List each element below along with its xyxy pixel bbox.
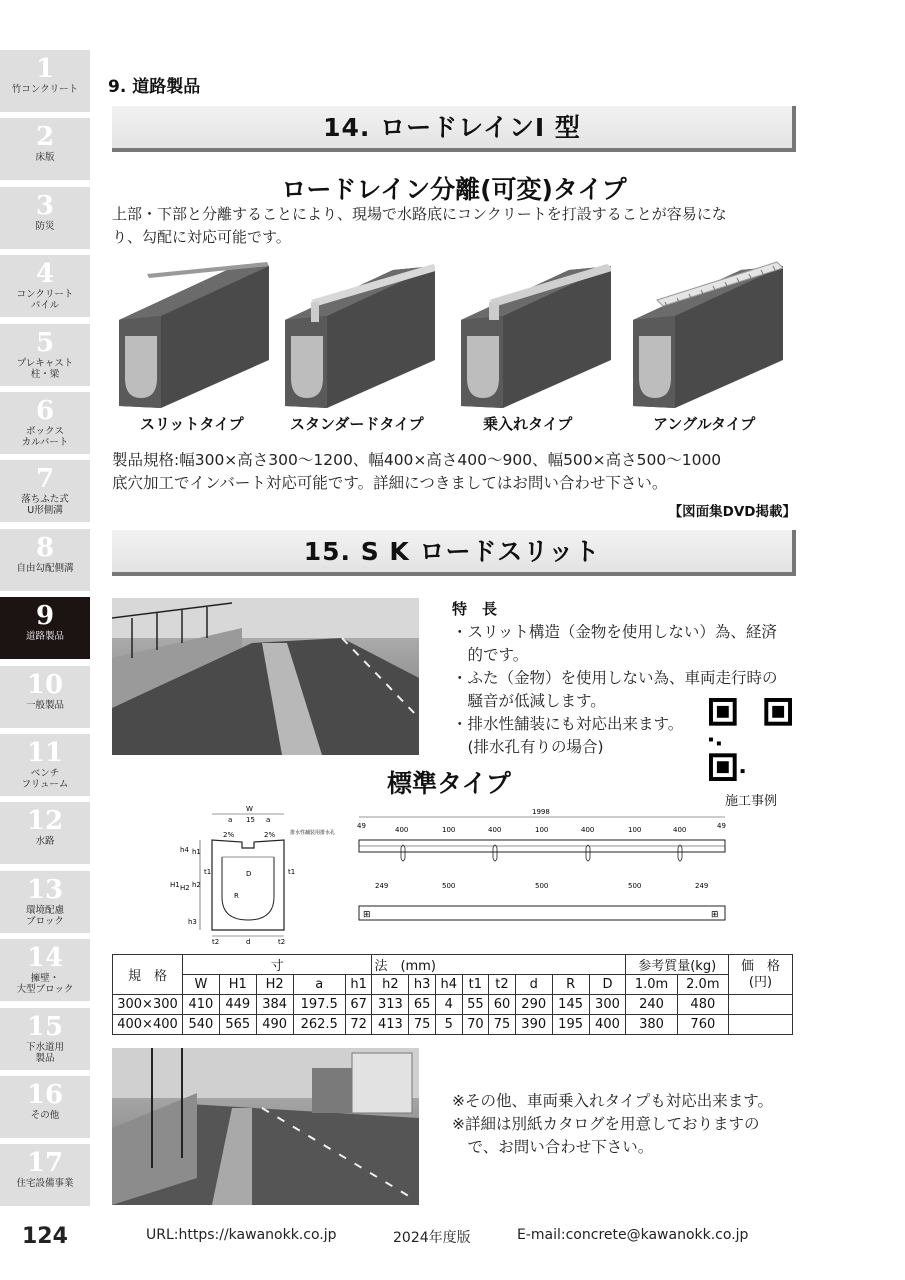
intro-line-1: 上部・下部と分離することにより、現場で水路底にコンクリートを打設することが容易にな xyxy=(112,205,727,223)
dim-t2-right: t2 xyxy=(278,938,286,946)
table-cell: 760 xyxy=(677,1015,728,1035)
dim-h1: h1 xyxy=(192,848,201,856)
standard-type-title: 標準タイプ xyxy=(387,769,511,798)
dim-h3: h3 xyxy=(188,918,197,926)
len-100-1: 100 xyxy=(442,826,456,834)
table-cell: 390 xyxy=(515,1015,552,1035)
price-cell xyxy=(729,1015,793,1035)
chapter-tab-number: 15 xyxy=(26,1011,64,1042)
table-cell: 480 xyxy=(677,995,728,1015)
product-label-4: アングルタイプ xyxy=(653,415,756,433)
dim-d: d xyxy=(246,938,251,946)
col-header: D xyxy=(589,975,626,995)
road-photo-1 xyxy=(112,598,419,755)
side-elevation-drawing xyxy=(355,806,730,928)
table-cell: 565 xyxy=(219,1015,256,1035)
len-100-3: 100 xyxy=(628,826,642,834)
row-spec-name: 300×300 xyxy=(113,995,183,1015)
chapter-tab-number: 11 xyxy=(26,738,64,768)
table-cell: 60 xyxy=(489,995,516,1015)
chapter-tab-15[interactable] xyxy=(0,1008,90,1070)
feature-line: ・排水性舗装にも対応出来ます。 xyxy=(452,715,684,733)
chapter-tab-label: 一般製品 xyxy=(25,699,64,711)
th-mass: 参考質量(kg) xyxy=(626,955,729,975)
dim-a-right: a xyxy=(266,816,271,824)
chapter-tab-label: ベンチ フリューム xyxy=(21,768,69,790)
banner-roadrain: 14. ロードレインⅠ 型 xyxy=(112,106,796,152)
table-cell: 540 xyxy=(183,1015,220,1035)
chapter-tab-label: コンクリート パイル xyxy=(16,289,74,312)
feature-line: (排水孔有りの場合) xyxy=(452,738,604,756)
chapter-tab-number: 10 xyxy=(26,669,64,700)
chapter-tab-number: 17 xyxy=(26,1148,64,1179)
dim-R: R xyxy=(234,892,239,900)
col-header: R xyxy=(552,975,589,995)
dim-a-left: a xyxy=(228,816,233,824)
chapter-tab-label: 環境配慮 ブロック xyxy=(25,904,64,927)
table-cell: 490 xyxy=(256,1015,293,1035)
chapter-tab-number: 4 xyxy=(35,259,55,290)
table-row xyxy=(113,1015,793,1035)
intro-line-2: り、勾配に対応可能です。 xyxy=(112,228,291,246)
spec-table xyxy=(112,954,793,1035)
len-249-right: 249 xyxy=(695,882,709,890)
dim-D: D xyxy=(246,870,252,878)
dim-h4: h4 xyxy=(180,846,189,854)
slope-left: 2% xyxy=(223,831,235,839)
product-image-2 xyxy=(283,260,435,414)
len-100-2: 100 xyxy=(535,826,549,834)
len-49-left: 49 xyxy=(357,822,366,830)
product-label-2: スタンダードタイプ xyxy=(290,415,424,433)
product-label-1: スリットタイプ xyxy=(140,415,244,433)
chapter-tab-label: 落ちふた式 U形側溝 xyxy=(21,494,69,517)
chapter-tab-3[interactable] xyxy=(0,187,90,249)
chapter-tab-number: 16 xyxy=(26,1080,64,1110)
chapter-tab-8[interactable] xyxy=(0,529,90,591)
chapter-tab-label: 床版 xyxy=(35,152,55,164)
table-cell: 4 xyxy=(435,995,462,1015)
chapter-tab-14[interactable] xyxy=(0,939,90,1001)
chapter-tab-number: 1 xyxy=(35,54,55,84)
col-header: t2 xyxy=(489,975,516,995)
chapter-tab-number: 9 xyxy=(35,601,55,632)
th-kikaku: 規 格 xyxy=(113,955,183,995)
len-500-2: 500 xyxy=(535,882,549,890)
chapter-tab-11[interactable] xyxy=(0,734,90,796)
table-cell: 262.5 xyxy=(293,1015,345,1035)
footer-url[interactable]: URL:https://kawanokk.co.jp xyxy=(146,1227,337,1243)
table-cell: 67 xyxy=(345,995,372,1015)
cross-section-drawing xyxy=(170,802,350,946)
chapter-tab-16[interactable] xyxy=(0,1076,90,1138)
col-header: W xyxy=(183,975,220,995)
note-line: で、お問い合わせ下さい。 xyxy=(452,1138,654,1156)
chapter-tab-label: 下水道用 製品 xyxy=(25,1041,64,1064)
notes xyxy=(452,1090,797,1159)
section-heading: 9. 道路製品 xyxy=(108,77,201,97)
len-249-left: 249 xyxy=(375,882,389,890)
footer-email[interactable]: E-mail:concrete@kawanokk.co.jp xyxy=(517,1227,749,1243)
table-cell: 145 xyxy=(552,995,589,1015)
product-image-1 xyxy=(117,260,269,414)
qr-caption: 施工事例 xyxy=(724,794,777,809)
chapter-tab-12[interactable] xyxy=(0,802,90,864)
banner-sk-roadslit: 15. S K ロードスリット xyxy=(112,530,796,576)
chapter-tab-5[interactable] xyxy=(0,324,90,386)
dim-t2-left: t2 xyxy=(212,938,220,946)
table-row xyxy=(113,995,793,1015)
features-title: 特 長 xyxy=(452,600,498,618)
feature-line: ・スリット構造（金物を使用しない）為、経済 xyxy=(452,623,777,641)
table-cell: 75 xyxy=(489,1015,516,1035)
table-cell: 380 xyxy=(626,1015,677,1035)
chapter-tab-number: 2 xyxy=(35,122,55,153)
len-total: 1998 xyxy=(532,808,550,816)
chapter-tab-number: 5 xyxy=(35,327,55,358)
note-line: ※詳細は別紙カタログを用意しておりますの xyxy=(452,1115,760,1133)
col-header: t1 xyxy=(462,975,489,995)
feature-line: 騒音が低減します。 xyxy=(452,692,606,710)
footer-edition: 2024年度版 xyxy=(393,1230,471,1246)
len-400-4: 400 xyxy=(673,826,687,834)
col-header: d xyxy=(515,975,552,995)
chapter-tab-number: 8 xyxy=(35,532,55,563)
table-cell: 240 xyxy=(626,995,677,1015)
table-cell: 65 xyxy=(409,995,436,1015)
chapter-tab-6[interactable] xyxy=(0,392,90,454)
table-cell: 70 xyxy=(462,1015,489,1035)
chapter-tab-number: 12 xyxy=(26,806,64,837)
chapter-tab-number: 14 xyxy=(26,943,64,974)
th-price: 価 格 (円) xyxy=(729,955,793,995)
table-cell: 313 xyxy=(372,995,409,1015)
price-cell xyxy=(729,995,793,1015)
page-number: 124 xyxy=(22,1224,68,1249)
table-cell: 72 xyxy=(345,1015,372,1035)
len-400-1: 400 xyxy=(395,826,409,834)
th-hou: 法 (mm) xyxy=(372,955,626,975)
drain-hole-label: 排水性舗装用排水孔 xyxy=(290,830,336,836)
table-cell: 55 xyxy=(462,995,489,1015)
chapter-tab-number: 3 xyxy=(35,190,55,221)
chapter-tab-label: ボックス カルバート xyxy=(21,426,69,448)
table-cell: 195 xyxy=(552,1015,589,1035)
dim-H1: H1 xyxy=(170,881,180,889)
chapter-tab-number: 13 xyxy=(26,874,64,905)
th-sun: 寸 xyxy=(183,955,372,975)
len-49-right: 49 xyxy=(717,822,726,830)
chapter-tab-label: 自由勾配側溝 xyxy=(16,562,74,574)
slope-right: 2% xyxy=(264,831,276,839)
len-400-3: 400 xyxy=(581,826,595,834)
subtitle-separate-type: ロードレイン分離(可変)タイプ xyxy=(281,175,627,204)
qr-code[interactable] xyxy=(709,698,792,781)
chapter-tab-10[interactable] xyxy=(0,666,90,728)
chapter-tab-7[interactable] xyxy=(0,460,90,522)
chapter-tab-13[interactable] xyxy=(0,871,90,933)
table-cell: 197.5 xyxy=(293,995,345,1015)
chapter-tab-label: 竹コンクリート xyxy=(11,84,79,95)
chapter-tab-label: その他 xyxy=(30,1110,60,1121)
table-cell: 290 xyxy=(515,995,552,1015)
col-header: H1 xyxy=(219,975,256,995)
table-cell: 384 xyxy=(256,995,293,1015)
table-cell: 449 xyxy=(219,995,256,1015)
chapter-tab-label: 水路 xyxy=(35,836,55,848)
dim-h2: h2 xyxy=(192,881,201,889)
dim-H2: H2 xyxy=(180,884,190,892)
feature-line: ・ふた（金物）を使用しない為、車両走行時の xyxy=(452,669,778,687)
feature-line: 的です。 xyxy=(452,646,529,664)
col-header: 2.0m xyxy=(677,975,728,995)
spec-text xyxy=(112,449,802,495)
svg-text:⊞: ⊞ xyxy=(363,910,371,920)
chapter-tab-9[interactable] xyxy=(0,597,90,659)
chapter-tab-17[interactable] xyxy=(0,1144,90,1206)
chapter-tab-label: 道路製品 xyxy=(25,631,64,643)
dim-t1-right: t1 xyxy=(288,868,296,876)
spec-line-1: 製品規格:幅300×高さ300〜1200、幅400×高さ400〜900、幅500×高さ500〜1000 xyxy=(112,451,722,469)
product-image-4 xyxy=(631,260,783,414)
col-header: h2 xyxy=(372,975,409,995)
svg-text:⊞: ⊞ xyxy=(711,910,719,920)
table-cell: 300 xyxy=(589,995,626,1015)
table-cell: 5 xyxy=(435,1015,462,1035)
col-header: H2 xyxy=(256,975,293,995)
col-header: a xyxy=(293,975,345,995)
product-label-3: 乗入れタイプ xyxy=(483,415,573,433)
chapter-tab-label: 擁壁・ 大型ブロック xyxy=(16,973,74,996)
col-header: h4 xyxy=(435,975,462,995)
col-header: 1.0m xyxy=(626,975,677,995)
dim-W: W xyxy=(246,805,253,813)
chapter-tab-1[interactable] xyxy=(0,50,90,112)
dim-15: 15 xyxy=(246,816,255,824)
table-cell: 410 xyxy=(183,995,220,1015)
len-400-2: 400 xyxy=(488,826,502,834)
note-line: ※その他、車両乗入れタイプも対応出来ます。 xyxy=(452,1092,773,1110)
chapter-tab-2[interactable] xyxy=(0,118,90,180)
chapter-tab-number: 6 xyxy=(35,396,55,426)
table-cell: 400 xyxy=(589,1015,626,1035)
chapter-tab-number: 7 xyxy=(35,464,55,495)
len-500-1: 500 xyxy=(442,882,456,890)
chapter-tab-label: 住宅設備事業 xyxy=(16,1178,74,1190)
len-500-3: 500 xyxy=(628,882,642,890)
row-spec-name: 400×400 xyxy=(113,1015,183,1035)
road-photo-2 xyxy=(112,1048,419,1205)
chapter-tab-4[interactable] xyxy=(0,255,90,317)
chapter-tab-label: 防災 xyxy=(35,220,55,232)
intro-text xyxy=(112,203,802,249)
product-image-3 xyxy=(459,260,611,414)
table-cell: 413 xyxy=(372,1015,409,1035)
col-header: h3 xyxy=(409,975,436,995)
dvd-note: 【図面集DVD掲載】 xyxy=(668,504,796,520)
chapter-tab-label: プレキャスト 柱・梁 xyxy=(16,357,74,380)
table-cell: 75 xyxy=(409,1015,436,1035)
spec-line-2: 底穴加工でインバート対応可能です。詳細につきましてはお問い合わせ下さい。 xyxy=(112,474,668,492)
dim-t1-left: t1 xyxy=(204,868,212,876)
col-header: h1 xyxy=(345,975,372,995)
